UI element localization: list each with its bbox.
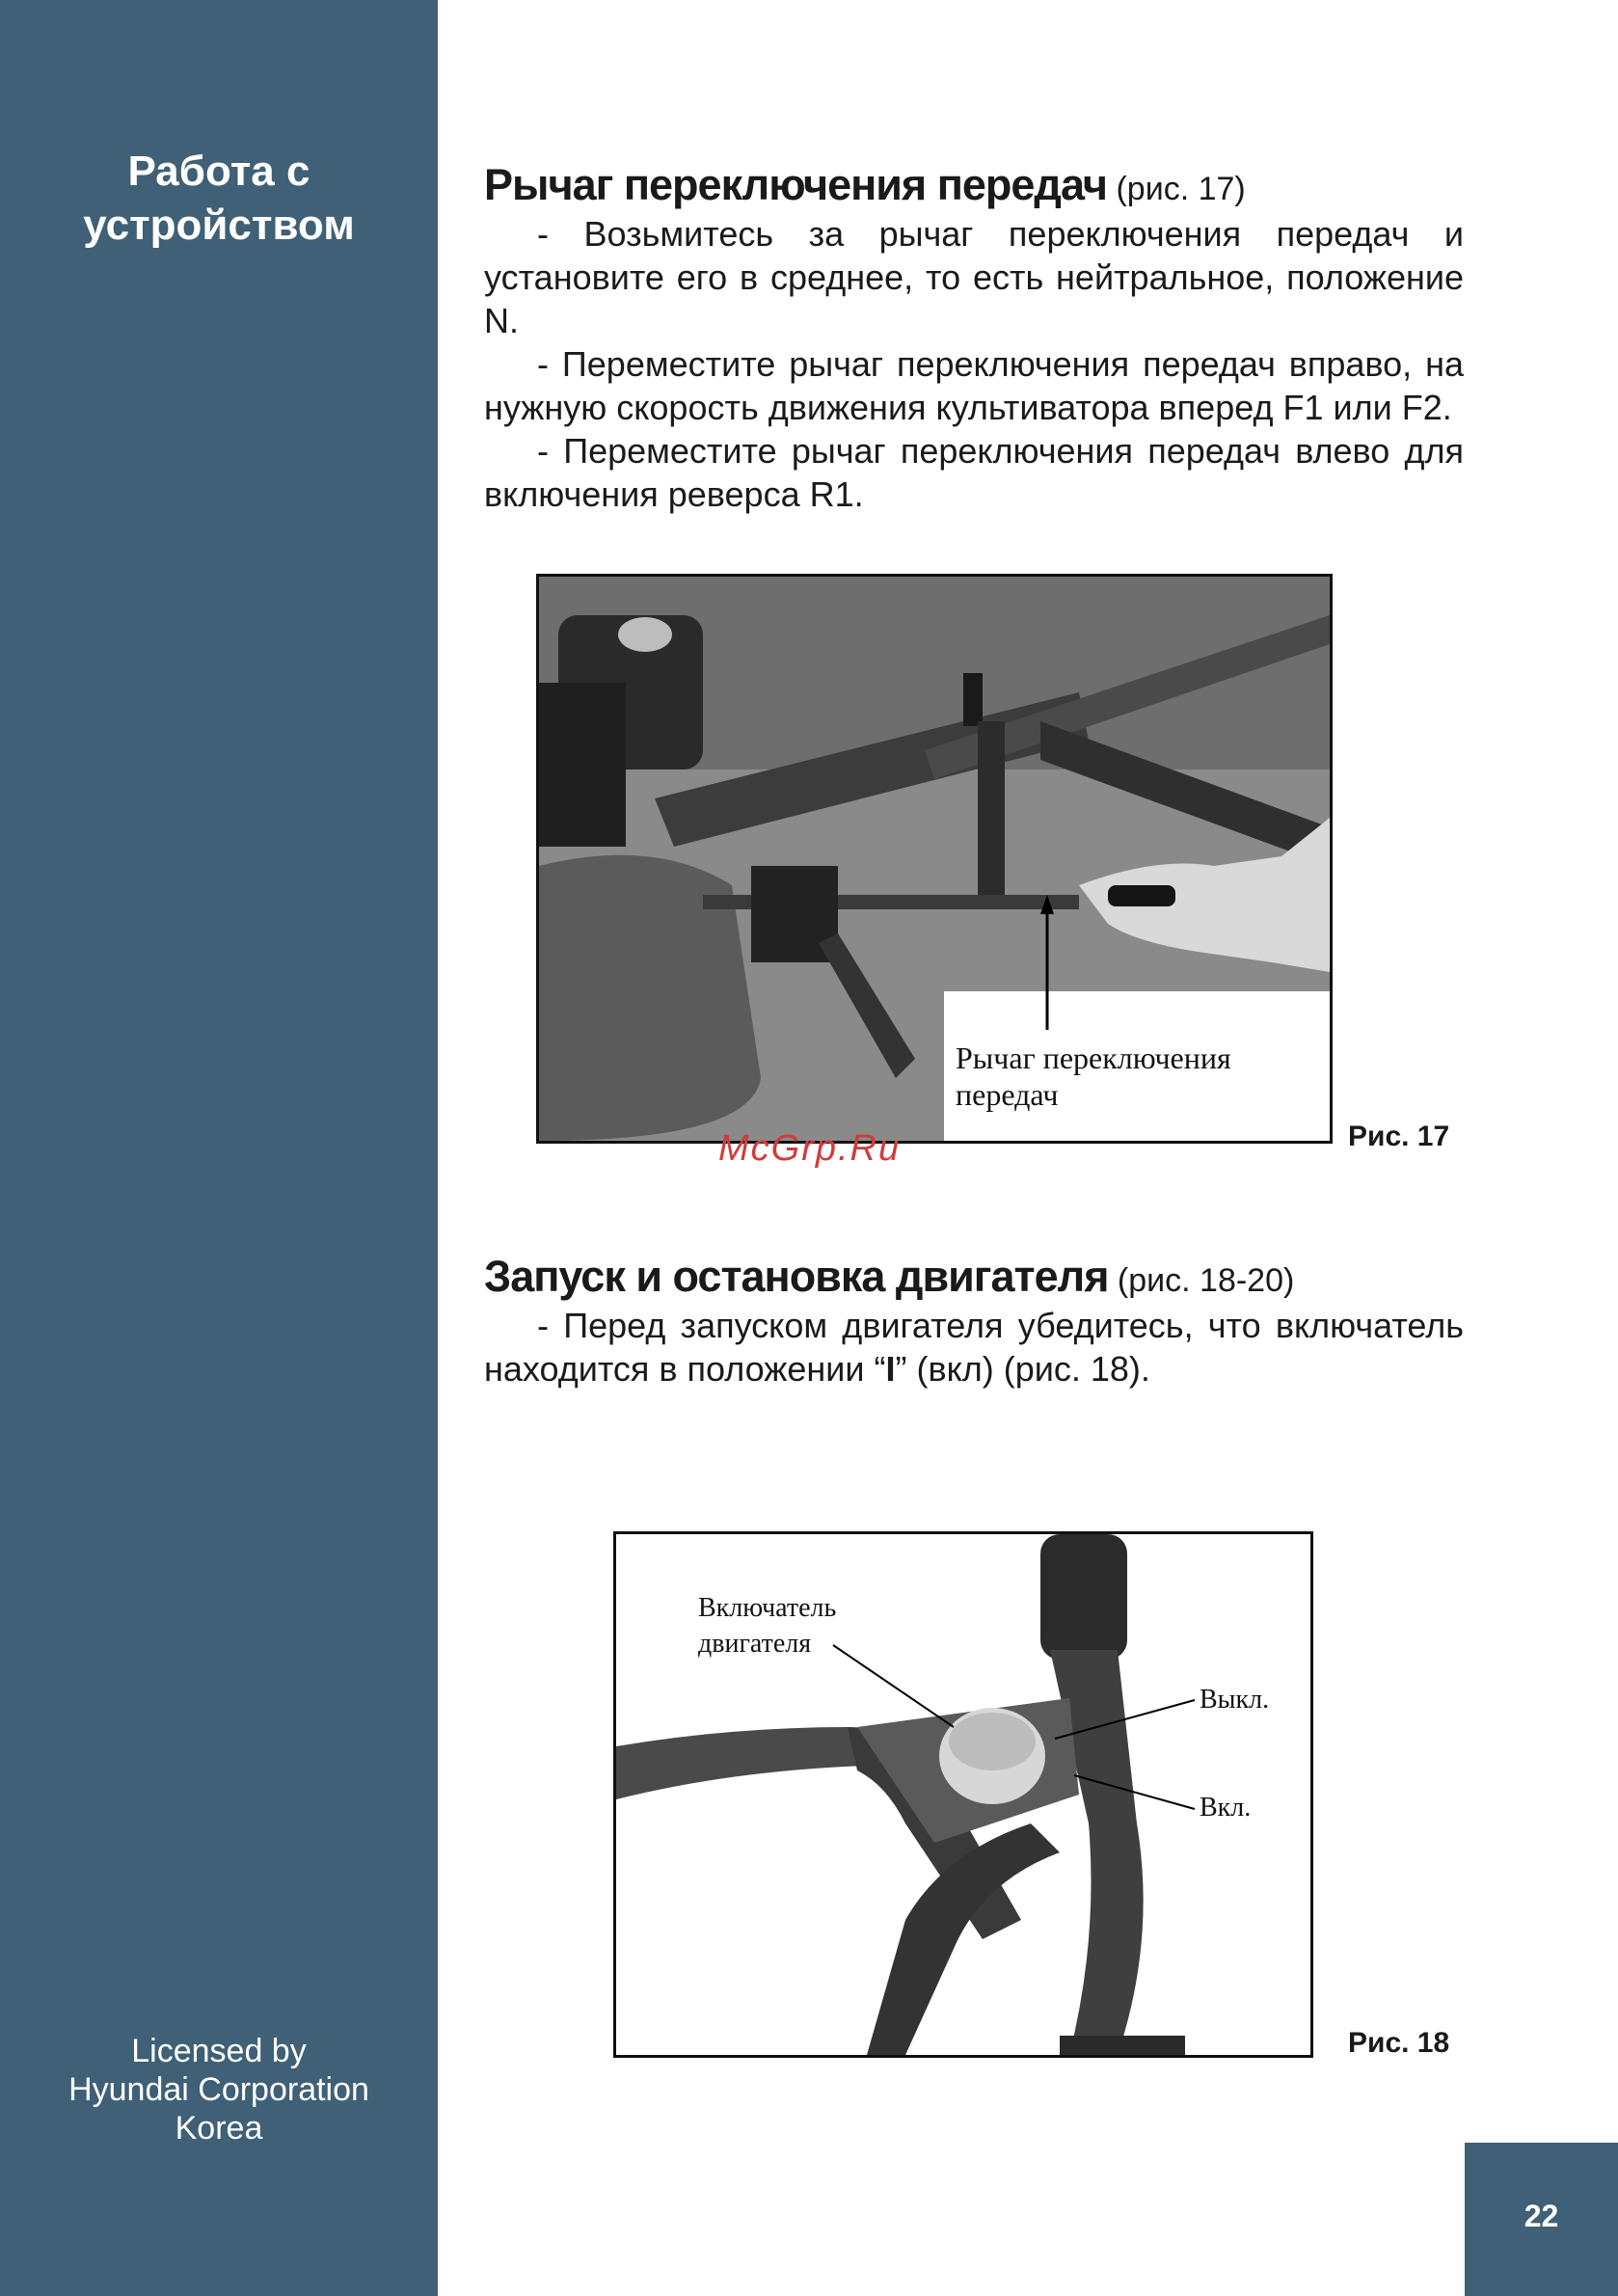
figure-17-label-line1: Рычаг переключения [956,1040,1231,1075]
figure-18-label-on: Вкл. [1200,1793,1252,1823]
page-number: 22 [1524,2199,1559,2233]
section1-heading-ref: (рис. 17) [1116,171,1246,207]
gear-lever-illustration [539,577,1330,1141]
section2-heading [484,1252,1295,1302]
figure-18-label-off: Выкл. [1200,1685,1270,1715]
section2-p1-bold: I [885,1349,896,1389]
section2-heading-ref: (рис. 18-20) [1117,1262,1295,1299]
section1-body [484,212,1464,516]
figure-18-label-switch-line1: Включатель [698,1593,837,1623]
section1-heading-text: Рычаг переключения передач [484,160,1108,209]
license-text [0,2032,438,2147]
section1-paragraph-2: - Переместите рычаг переключения передач вправо, на нужную скорость движения культиватора вперед F1 или F2. [484,344,1464,427]
section1-paragraph-3: - Переместите рычаг переключения передач влево для включения реверса R1. [484,431,1464,514]
section-title-line2: устройством [83,202,355,249]
figure-17-gear-lever-photo [536,574,1333,1144]
section1-heading [484,160,1246,210]
engine-switch-illustration [616,1534,1310,2055]
page-number-box [1465,2143,1618,2296]
figure-18-caption: Рис. 18 [1348,2027,1450,2059]
section2-heading-text: Запуск и остановка двигателя [484,1252,1109,1301]
sidebar [0,0,438,2296]
figure-18-engine-switch-photo [613,1531,1313,2058]
section2-body [484,1304,1464,1391]
section-title-line1: Работа с [127,148,310,195]
section2-p1-before: - Перед запуском двигателя убедитесь, что включатель находится в положении “ [484,1306,1464,1389]
section2-paragraph-1 [484,1304,1464,1391]
section-title [0,145,438,253]
watermark: McGrp.Ru [718,1128,902,1169]
license-line3: Korea [175,2110,263,2147]
license-line1: Licensed by [131,2033,307,2069]
figure-17-caption: Рис. 17 [1348,1121,1450,1152]
section2-p1-after: ” (вкл) (рис. 18). [895,1349,1150,1389]
license-line2: Hyundai Corporation [68,2071,369,2108]
section1-paragraph-1: - Возьмитесь за рычаг переключения передач и установите его в среднее, то есть нейтральное, положение N. [484,214,1464,340]
figure-17-label-line2: передач [956,1077,1059,1112]
figure-18-label-switch-line2: двигателя [698,1629,812,1659]
